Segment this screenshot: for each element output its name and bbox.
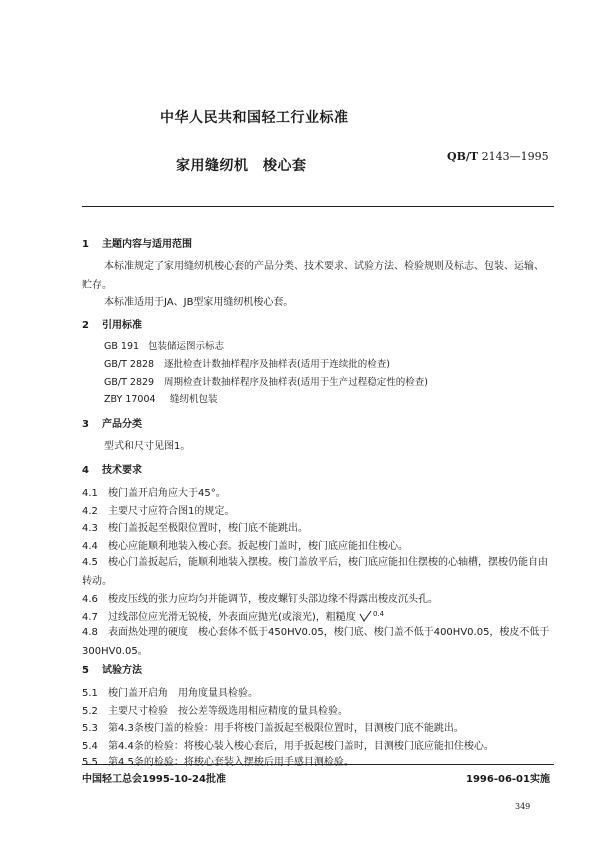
- clause-5-1: [82, 684, 258, 699]
- clause-number: 5.3: [82, 723, 98, 734]
- clause-number: 4.5: [82, 557, 98, 568]
- clause-number: 5.2: [82, 706, 98, 717]
- clause-number: 4.6: [82, 594, 98, 605]
- section-1-paragraph-2: 本标准适用于JA、JB型家用缝纫机梭心套。: [104, 297, 294, 308]
- clause-text: 第4.5条的检验：将梭心套装入摆梭后用手感目测检验。: [108, 757, 354, 768]
- reference-item: [104, 391, 218, 405]
- clause-number: 4.1: [82, 488, 98, 499]
- section-number: 4: [82, 465, 89, 476]
- clause-text: 梭门盖开启角应大于45°。: [108, 488, 226, 499]
- clause-text: 梭心门盖扳起后，能顺利地装入摆梭。梭门盖放平后，梭门底应能扣住摆梭的心轴槽，摆梭仍能自由转动。: [82, 557, 548, 587]
- clause-text: 主要尺寸检验 按公差等级选用相应精度的量具检验。: [108, 706, 348, 717]
- clause-text: 梭门盖扳起至极限位置时，梭门底不能跳出。: [108, 523, 308, 534]
- reference-text: 逐批检查计数抽样程序及抽样表(适用于连续批的检查): [164, 359, 390, 370]
- clause-4-2: [82, 502, 234, 517]
- clause-number: 5.5: [82, 757, 98, 768]
- reference-text: 缝纫机包装: [170, 394, 218, 405]
- clause-4-5: [82, 553, 554, 591]
- section-4-heading: [82, 461, 142, 476]
- clause-text: 主要尺寸应符合图1的规定。: [108, 506, 235, 517]
- section-number: 1: [82, 239, 89, 250]
- clause-5-4: [82, 737, 494, 752]
- section-number: 2: [82, 320, 89, 331]
- clause-number: 4.3: [82, 523, 98, 534]
- clause-text: 第4.4条的检验：将梭心装入梭心套后，用手扳起梭门盖时，目测梭门底应能扣住梭心。: [108, 741, 494, 752]
- clause-number: 4.2: [82, 506, 98, 517]
- roughness-symbol-icon: [359, 610, 373, 622]
- clause-4-3: [82, 519, 308, 534]
- section-1-paragraph-1: 本标准规定了家用缝纫机梭心套的产品分类、技术要求、试验方法、检验规则及标志、包装、运输、贮存。: [82, 261, 544, 291]
- section-1-heading: [82, 235, 192, 250]
- section-2-heading: [82, 316, 142, 331]
- section-title: 技术要求: [102, 465, 142, 476]
- reference-code: ZBY 17004: [104, 394, 156, 405]
- page-number: 349: [515, 802, 531, 811]
- reference-code: GB 191: [104, 341, 140, 352]
- clause-text: 梭门盖开启角 用角度量具检验。: [108, 688, 258, 699]
- section-title: 主题内容与适用范围: [102, 239, 192, 250]
- section-number: 5: [82, 665, 89, 676]
- clause-text: 第4.3条梭门盖的检验：用手将梭门盖扳起至极限位置时，目测梭门底不能跳出。: [108, 723, 464, 734]
- clause-4-8: [82, 623, 554, 661]
- standard-code: [447, 150, 549, 163]
- clause-text: 过线部位应光滑无锐棱，外表面应抛光(或滚光)，粗糙度: [108, 612, 356, 623]
- section-title: 试验方法: [102, 665, 142, 676]
- clause-4-7: [82, 608, 384, 623]
- clause-text: 梭皮压线的张力应均匀并能调节，梭皮螺钉头部边缘不得露出梭皮沉头孔。: [108, 594, 438, 605]
- clause-number: 4.8: [82, 627, 98, 638]
- clause-4-6: [82, 590, 438, 605]
- reference-code: GB/T 2828: [104, 359, 155, 370]
- reference-code: GB/T 2829: [104, 377, 155, 388]
- section-5-heading: [82, 661, 142, 676]
- section-3-paragraph: 型式和尺寸见图1。: [104, 441, 191, 452]
- footer-divider: [82, 764, 554, 765]
- clause-5-5: [82, 753, 354, 768]
- reference-item: [104, 374, 428, 388]
- clause-number: 4.7: [82, 612, 98, 623]
- clause-5-2: [82, 702, 348, 717]
- clause-5-3: [82, 719, 464, 734]
- section-title: 引用标准: [102, 320, 142, 331]
- standard-title: 家用缝纫机 梭心套: [176, 158, 307, 174]
- clause-number: 4.4: [82, 541, 98, 552]
- clause-text: 表面热处理的硬度 梭心套体不低于450HV0.05，梭门底、梭门盖不低于400HV0.05，梭皮不低于300HV0.05。: [82, 627, 550, 657]
- clause-4-1: [82, 484, 226, 499]
- reference-text: 周期检查计数抽样程序及抽样表(适用于生产过程稳定性的检查): [164, 377, 428, 388]
- reference-item: [104, 338, 224, 352]
- clause-4-4: [82, 537, 408, 552]
- header-divider: [82, 206, 554, 207]
- roughness-value: 0.4: [373, 610, 385, 618]
- reference-text: 包装储运图示标志: [148, 341, 225, 352]
- section-title: 产品分类: [102, 419, 142, 430]
- section-3-heading: [82, 415, 142, 430]
- standard-code-number: 2143—1995: [481, 150, 549, 163]
- section-number: 3: [82, 419, 89, 430]
- clause-text: 梭心应能顺利地装入梭心套。扳起梭门盖时，梭门底应能扣住梭心。: [108, 541, 408, 552]
- approval-date: 中国轻工总会1995-10-24批准: [82, 774, 226, 785]
- clause-number: 5.1: [82, 688, 98, 699]
- reference-item: [104, 356, 390, 370]
- standard-code-prefix: QB/T: [447, 150, 479, 163]
- issuing-organization: 中华人民共和国轻工行业标准: [160, 110, 349, 126]
- effective-date: 1996-06-01实施: [466, 774, 550, 785]
- clause-number: 5.4: [82, 741, 98, 752]
